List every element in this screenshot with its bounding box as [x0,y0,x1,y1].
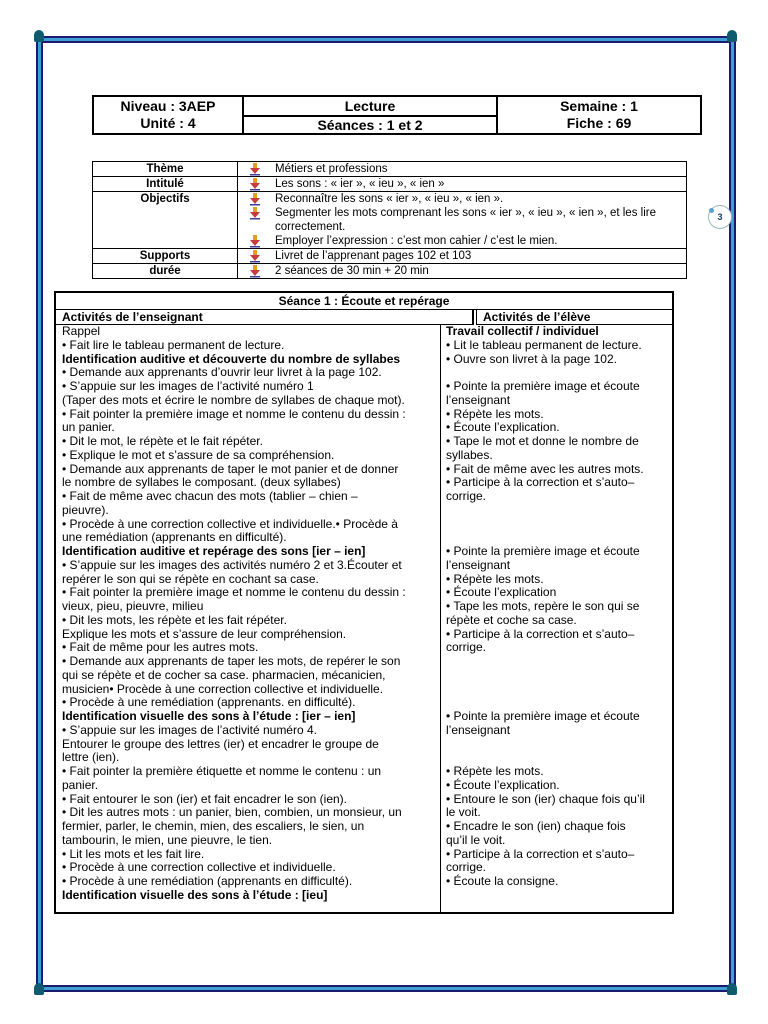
teacher-activity-line: • Lit les mots et les fait lire. [62,846,205,861]
level-label: Niveau : 3AEP [120,98,216,114]
page-number-badge [708,205,732,229]
info-item-text: Les sons : « ier », « ieu », « ien » [275,178,445,190]
page-border-top [36,36,736,43]
student-activity-line: • Lit le tableau permanent de lecture. [446,337,642,352]
page-border-right [729,36,736,992]
teacher-activity-line: • Procède à une remédiation (apprenants en difficulté). [62,874,353,888]
teacher-activity-heading: Identification auditive et repérage des sons [ier – ien] [62,544,366,558]
session-table [54,291,674,914]
student-activity-line: • Répète les mots. [446,571,544,586]
student-activity-line [446,504,668,518]
info-item [241,192,683,206]
down-arrow-icon [249,192,261,206]
down-arrow-icon [249,249,261,263]
student-activity-line: syllabes. [446,447,493,462]
teacher-activity-line: • Procède à une remédiation (apprenants. en difficulté). [62,695,356,710]
info-row [93,249,687,264]
teacher-activity-heading: Identification auditive et découverte du nombre de syllabes [62,351,401,366]
header-level-cell [94,97,244,133]
student-activity-line: • Pointe la première image et écoute [446,709,640,723]
teacher-activity-line: le nombre de syllabes le composant. (deux syllabes) [62,475,341,490]
week-label: Semaine : 1 [560,98,638,114]
info-row [93,192,687,249]
sessions-label: Séances : 1 et 2 [317,116,423,133]
badge-dot-icon [709,208,714,213]
info-key: Intitulé [93,177,238,192]
teacher-activity-line: panier. [62,777,99,792]
student-activity-line: qu’il le voit. [446,832,506,847]
down-arrow-icon [249,206,261,220]
info-item-text: Segmenter les mots comprenant les sons « ier », « ieu », « ien », et les lire correctement. [275,207,656,233]
student-activity-line: corrige. [446,860,487,875]
info-row [93,264,687,279]
teacher-activity-line: • Procède à une correction collective et individuelle.• Procède à [62,516,398,531]
student-activity-line [446,696,668,710]
teacher-activity-line: • S’appuie sur les images de l’activité numéro 1 [62,379,314,393]
sheet-label: Fiche : 69 [566,115,632,131]
student-activity-line: • Participe à la correction et s’auto– [446,626,635,641]
info-item [241,162,683,176]
student-activity-line [446,518,668,532]
student-activity-line: corrige. [446,489,487,503]
teacher-activity-line: un panier. [62,420,115,435]
student-activity-line [446,751,668,765]
teacher-activity-line: lettre (ien). [62,750,120,765]
teacher-activity-line: Rappel [62,324,101,338]
student-activity-line: le voit. [446,805,481,820]
student-activity-line: • Pointe la première image et écoute [446,379,640,393]
student-activity-line: l’enseignant [446,722,511,737]
teacher-activity-line: • Fait pointer la première image et nomme le contenu du dessin : [62,585,406,600]
student-activity-line [446,655,668,669]
teacher-activity-line: fermier, parler, le chemin, mien, des escaliers, le sien, un [62,819,365,833]
subject-label: Lecture [244,97,496,117]
down-arrow-icon [249,162,261,176]
corner-ornament [34,30,44,42]
student-activity-line [446,683,668,697]
student-activity-line: • Répète les mots. [446,406,544,421]
info-item [241,234,683,248]
info-item [241,206,683,234]
down-arrow-icon [249,177,261,191]
student-activity-line: • Tape le mot et donne le nombre de [446,434,639,448]
student-activity-line [446,738,668,752]
student-activity-line: • Répète les mots. [446,764,544,778]
student-activity-line: • Fait de même avec les autres mots. [446,461,644,476]
teacher-activity-line: • Dit les mots, les répète et les fait répéter. [62,612,287,627]
info-item-text: Employer l’expression : c’est mon cahier / c’est le mien. [275,235,558,247]
student-activity-line: • Écoute l’explication [446,585,557,600]
teacher-activity-line: • Dit le mot, le répète et le fait répéter. [62,434,263,448]
student-activity-line: • Ouvre son livret à la page 102. [446,351,617,366]
student-activity-heading: Travail collectif / individuel [446,324,599,338]
info-item-text: Métiers et professions [275,163,388,175]
teacher-activity-line: • Demande aux apprenants d’ouvrir leur livret à la page 102. [62,365,382,380]
teacher-activity-line: pieuvre). [62,502,109,517]
teacher-activity-line: repérer le son qui se répète en cochant sa case. [62,571,319,586]
down-arrow-icon [249,264,261,278]
teacher-activity-line: • Fait entourer le son (ier) et fait encadrer le son (ien). [62,791,347,806]
info-item [241,264,683,278]
header-week-cell [498,97,700,133]
student-activity-line: • Pointe la première image et écoute [446,544,640,558]
info-key: Thème [93,162,238,177]
corner-ornament [34,983,44,995]
student-activity-line [446,366,668,380]
column-divider [440,325,441,912]
teacher-activity-line: • Fait de même pour les autres mots. [62,640,259,655]
teacher-activity-line: • Demande aux apprenants de taper les mots, de repérer le son [62,654,401,668]
corner-ornament [727,983,737,995]
info-value [238,264,687,279]
student-activity-line: • Encadre le son (ien) chaque fois [446,819,626,833]
student-activity-line: • Tape les mots, repère le son qui se [446,599,640,613]
student-column-header: Activités de l’élève [476,310,672,325]
student-activity-line [446,669,668,683]
info-row [93,177,687,192]
corner-ornament [727,30,737,42]
student-activity-line [446,531,668,545]
teacher-activity-line: • Dit les autres mots : un panier, bien, combien, un monsieur, un [62,805,402,820]
teacher-activity-line: • S’appuie sur les images de l’activité numéro 4. [62,722,317,737]
teacher-activity-line: musicien• Procède à une correction collective et individuelle. [62,681,384,696]
teacher-activity-heading: Identification visuelle des sons à l’étude : [ieu] [62,887,328,902]
teacher-activity-line: qui se répète et de cocher sa case. pharmacien, mécanicien, [62,667,386,682]
info-key: durée [93,264,238,279]
info-row [93,162,687,177]
teacher-activity-line: Explique les mots et s’assure de leur compréhension. [62,626,347,641]
teacher-activity-line: vieux, pieu, pieuvre, milieu [62,599,204,613]
student-activity-line: l’enseignant [446,557,511,572]
student-activity-line: • Écoute l’explication. [446,777,560,792]
info-item-text: Livret de l’apprenant pages 102 et 103 [275,250,472,262]
student-activity-line: répète et coche sa case. [446,612,577,627]
down-arrow-icon [249,234,261,248]
info-value [238,192,687,249]
teacher-activity-line: • Fait lire le tableau permanent de lecture. [62,337,285,352]
session-title: Séance 1 : Écoute et repérage [56,293,672,310]
teacher-activity-line: (Taper des mots et écrire le nombre de syllabes de chaque mot). [62,392,405,407]
teacher-activity-line: Entourer le groupe des lettres (ier) et encadrer le groupe de [62,736,379,751]
page-border-bottom [36,985,736,992]
teacher-activity-line: • Explique le mot et s’assure de sa compréhension. [62,447,335,462]
teacher-activity-line: • Fait pointer la première étiquette et nomme le contenu : un [62,764,382,778]
student-activity-line: l’enseignant [446,392,511,407]
info-item [241,177,683,191]
info-item [241,249,683,263]
teacher-activity-line: • S’appuie sur les images des activités numéro 2 et 3.Écouter et [62,557,402,572]
student-activities [446,325,668,912]
teacher-activity-line: • Procède à une correction collective et individuelle. [62,860,336,875]
teacher-activity-line: tambourin, le mien, une pieuvre, le tien. [62,832,273,847]
student-activity-line: • Écoute la consigne. [446,874,559,888]
lesson-info-table [92,161,687,279]
header-table [92,95,702,135]
teacher-activity-heading: Identification visuelle des sons à l’étude : [ier – ien] [62,709,356,723]
page-border-left [36,36,43,992]
page-number: 3 [717,212,723,222]
student-activity-line: corrige. [446,640,487,655]
student-activity-line: • Écoute l’explication. [446,420,560,435]
header-subject-cell [244,97,498,133]
info-value [238,249,687,264]
student-activity-line: • Entoure le son (ier) chaque fois qu’il [446,791,645,806]
info-value [238,177,687,192]
teacher-activity-line: • Demande aux apprenants de taper le mot panier et de donner [62,461,399,476]
student-activity-line: • Participe à la correction et s’auto– [446,475,635,490]
info-value [238,162,687,177]
unit-label: Unité : 4 [140,115,196,131]
info-key: Supports [93,249,238,264]
info-item-text: Reconnaître les sons « ier », « ieu », « ien ». [275,193,504,205]
info-key: Objectifs [93,192,238,249]
teacher-activity-line: • Fait pointer la première image et nomme le contenu du dessin : [62,406,406,421]
teacher-column-header: Activités de l’enseignant [56,310,474,325]
info-item-text: 2 séances de 30 min + 20 min [275,265,429,277]
student-activity-line: • Participe à la correction et s’auto– [446,846,635,861]
teacher-activity-line: une remédiation (apprenants en difficulté). [62,530,287,545]
teacher-activity-line: • Fait de même avec chacun des mots (tablier – chien – [62,489,358,503]
teacher-activities [56,325,446,912]
